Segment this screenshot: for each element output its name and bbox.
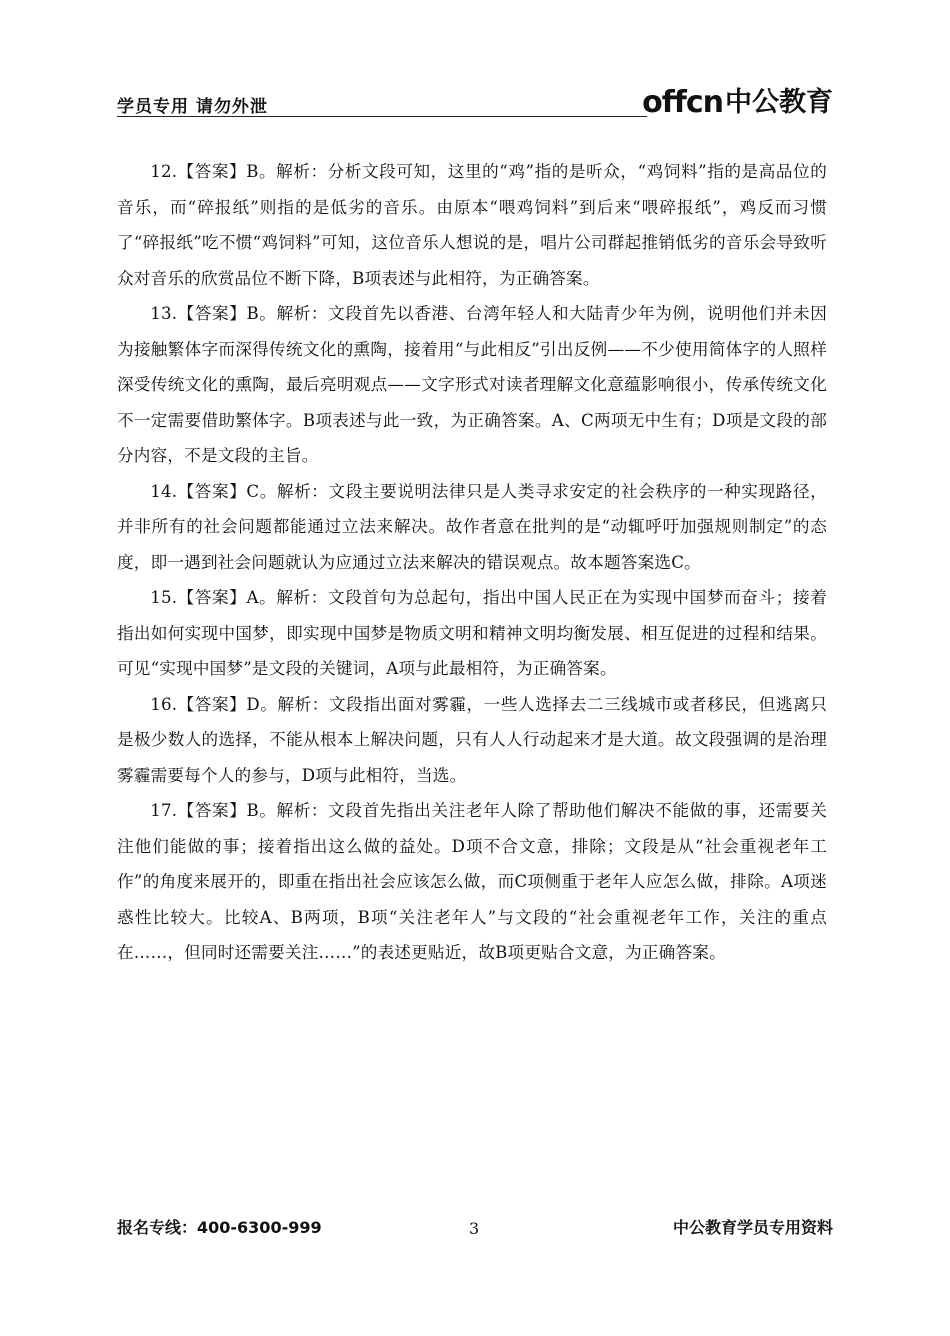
footer-material-note: 中公教育学员专用资料 <box>672 1218 833 1237</box>
answer-paragraph-15: 15.【答案】A。解析：文段首句为总起句，指出中国人民正在为实现中国梦而奋斗；接着指出如何实现中国梦，即实现中国梦是物质文明和精神文明均衡发展、相互促进的过程和结果。可见“实现中国梦”是文段的关键词，A项与此最相符，为正确答案。 <box>117 588 827 678</box>
brand-logo-text: offcn <box>642 85 723 120</box>
answer-paragraph-12: 12.【答案】B。解析：分析文段可知，这里的“鸡”指的是听众，“鸡饲料”指的是高品位的音乐，而“碎报纸”则指的是低劣的音乐。由原本“喂鸡饲料”到后来“喂碎报纸”，鸡反而习惯了“碎报纸”吃不惯“鸡饲料”可知，这位音乐人想说的是，唱片公司群起推销低劣的音乐会导致听众对音乐的欣赏品位不断下降，B项表述与此相符，为正确答案。 <box>117 162 827 288</box>
page-footer <box>117 1215 833 1245</box>
answer-paragraph-14: 14.【答案】C。解析：文段主要说明法律只是人类寻求安定的社会秩序的一种实现路径，并非所有的社会问题都能通过立法来解决。故作者意在批判的是“动辄呼吁加强规则制定”的态度，即一遇到社会问题就认为应通过立法来解决的错误观点。故本题答案选C。 <box>117 481 827 572</box>
registration-hotline: 报名专线：400-6300-999 <box>117 1218 322 1237</box>
page-number: 3 <box>469 1219 480 1238</box>
brand-name: 中公教育 <box>725 87 833 118</box>
header-notice: 学员专用 请勿外泄 <box>117 97 268 117</box>
header-divider <box>117 116 647 117</box>
page-header <box>117 78 833 120</box>
brand-logo <box>642 78 833 120</box>
answer-paragraph-17: 17.【答案】B。解析：文段首先指出关注老年人除了帮助他们解决不能做的事，还需要关注他们能做的事；接着指出这么做的益处。D项不合文意，排除；文段是从“社会重视老年工作”的角度来展开的，即重在指出社会应该怎么做，而C项侧重于老年人应怎么做，排除。A项迷惑性比较大。比较A、B两项，B项“关注老年人”与文段的“社会重视老年工作，关注的重点在……，但同时还需要关注……”的表述更贴近，故B项更贴合文意，为正确答案。 <box>117 801 827 962</box>
answer-paragraph-16: 16.【答案】D。解析：文段指出面对雾霾，一些人选择去二三线城市或者移民，但逃离只是极少数人的选择，不能从根本上解决问题，只有人人行动起来才是大道。故文段强调的是治理雾霾需要每个人的参与，D项与此相符，当选。 <box>117 694 827 785</box>
answer-paragraph-13: 13.【答案】B。解析：文段首先以香港、台湾年轻人和大陆青少年为例，说明他们并未因为接触繁体字而深得传统文化的熏陶，接着用“与此相反”引出反例——不少使用简体字的人照样深受传统文化的熏陶，最后亮明观点——文字形式对读者理解文化意蕴影响很小，传承传统文化不一定需要借助繁体字。B项表述与此一致，为正确答案。A、C两项无中生有；D项是文段的部分内容，不是文段的主旨。 <box>117 304 827 465</box>
answer-explanations <box>117 154 827 971</box>
